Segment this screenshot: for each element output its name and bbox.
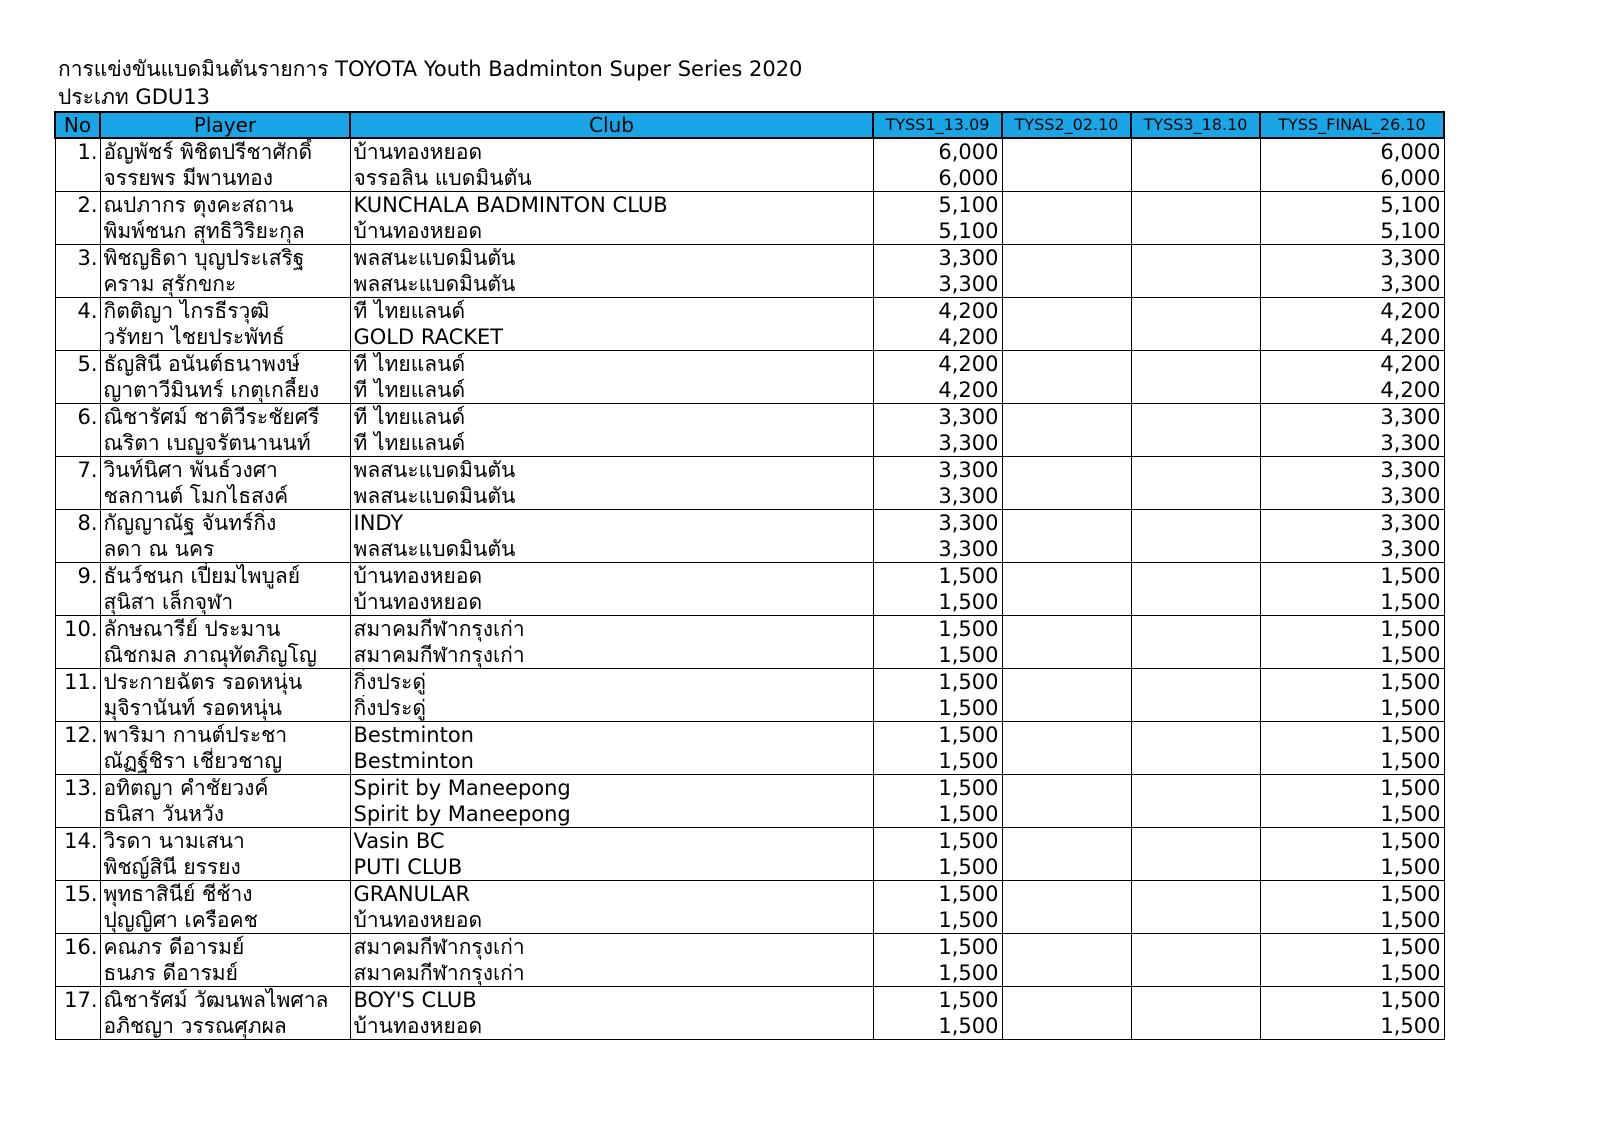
tyss3-points: [1131, 907, 1260, 934]
table-row: [55, 536, 1444, 563]
table-row: [55, 483, 1444, 510]
club-name: พลสนะแบดมินตัน: [350, 483, 873, 510]
pair-number: 13.: [55, 775, 100, 828]
table-row: [55, 748, 1444, 775]
final-points: 6,000: [1260, 165, 1444, 192]
final-points: 1,500: [1260, 616, 1444, 643]
final-points: 3,300: [1260, 536, 1444, 563]
tyss2-points: [1002, 616, 1131, 643]
tyss2-points: [1002, 483, 1131, 510]
tyss3-points: [1131, 722, 1260, 749]
club-name: บ้านทองหยอด: [350, 907, 873, 934]
tyss2-points: [1002, 510, 1131, 537]
column-header-player: Player: [100, 112, 350, 138]
tyss2-points: [1002, 404, 1131, 431]
club-name: กิ่งประดู่: [350, 669, 873, 696]
table-row: [55, 138, 1444, 165]
tyss2-points: [1002, 298, 1131, 325]
club-name: จรรอลิน แบดมินตัน: [350, 165, 873, 192]
pair-number: 1.: [55, 138, 100, 192]
player-name: วรัทยา ไชยประพัทธ์: [100, 324, 350, 351]
tyss1-points: 1,500: [873, 722, 1002, 749]
player-name: จรรยพร มีพานทอง: [100, 165, 350, 192]
player-name: วินท์นิศา พันธ์วงศา: [100, 457, 350, 484]
tyss3-points: [1131, 828, 1260, 855]
final-points: 6,000: [1260, 138, 1444, 165]
final-points: 3,300: [1260, 483, 1444, 510]
tyss1-points: 1,500: [873, 828, 1002, 855]
tyss2-points: [1002, 351, 1131, 378]
tyss1-points: 1,500: [873, 907, 1002, 934]
final-points: 3,300: [1260, 430, 1444, 457]
pair-number: 8.: [55, 510, 100, 563]
table-row: [55, 165, 1444, 192]
table-row: [55, 404, 1444, 431]
tyss1-points: 4,200: [873, 324, 1002, 351]
tyss3-points: [1131, 881, 1260, 908]
club-name: ที ไทยแลนด์: [350, 430, 873, 457]
table-row: [55, 881, 1444, 908]
table-body: [55, 138, 1444, 1040]
final-points: 3,300: [1260, 245, 1444, 272]
column-header-club: Club: [350, 112, 873, 138]
player-name: พิชญธิดา บุญประเสริฐ: [100, 245, 350, 272]
table-row: [55, 775, 1444, 802]
tyss3-points: [1131, 987, 1260, 1014]
tyss1-points: 1,500: [873, 881, 1002, 908]
tyss2-points: [1002, 775, 1131, 802]
pair-number: 11.: [55, 669, 100, 722]
pair-number: 5.: [55, 351, 100, 404]
tyss1-points: 1,500: [873, 987, 1002, 1014]
tyss3-points: [1131, 854, 1260, 881]
tyss3-points: [1131, 775, 1260, 802]
tyss1-points: 3,300: [873, 245, 1002, 272]
tyss2-points: [1002, 934, 1131, 961]
final-points: 1,500: [1260, 881, 1444, 908]
final-points: 1,500: [1260, 695, 1444, 722]
column-header-final: TYSS_FINAL_26.10: [1260, 112, 1444, 138]
tyss1-points: 1,500: [873, 669, 1002, 696]
player-name: ณริตา เบญจรัตนานนท์: [100, 430, 350, 457]
tyss1-points: 4,200: [873, 377, 1002, 404]
pair-number: 2.: [55, 192, 100, 245]
table-row: [55, 695, 1444, 722]
final-points: 1,500: [1260, 828, 1444, 855]
table-row: [55, 854, 1444, 881]
tyss1-points: 1,500: [873, 616, 1002, 643]
tyss1-points: 1,500: [873, 748, 1002, 775]
player-name: คราม สุรักขกะ: [100, 271, 350, 298]
pair-number: 15.: [55, 881, 100, 934]
player-name: กัญญาณัฐ จันทร์กิ่ง: [100, 510, 350, 537]
player-name: พิมพ์ชนก สุทธิวิริยะกุล: [100, 218, 350, 245]
club-name: BOY'S CLUB: [350, 987, 873, 1014]
tyss2-points: [1002, 801, 1131, 828]
tyss2-points: [1002, 271, 1131, 298]
club-name: พลสนะแบดมินตัน: [350, 457, 873, 484]
table-row: [55, 192, 1444, 219]
final-points: 1,500: [1260, 722, 1444, 749]
tyss2-points: [1002, 987, 1131, 1014]
player-name: อภิชญา วรรณศุภผล: [100, 1013, 350, 1040]
table-row: [55, 218, 1444, 245]
tyss1-points: 1,500: [873, 642, 1002, 669]
club-name: Vasin BC: [350, 828, 873, 855]
final-points: 4,200: [1260, 351, 1444, 378]
final-points: 3,300: [1260, 271, 1444, 298]
club-name: ที ไทยแลนด์: [350, 298, 873, 325]
tyss3-points: [1131, 218, 1260, 245]
table-row: [55, 669, 1444, 696]
club-name: พลสนะแบดมินตัน: [350, 245, 873, 272]
tyss3-points: [1131, 695, 1260, 722]
final-points: 5,100: [1260, 218, 1444, 245]
tyss2-points: [1002, 960, 1131, 987]
final-points: 1,500: [1260, 1013, 1444, 1040]
final-points: 1,500: [1260, 934, 1444, 961]
player-name: กิตติญา ไกรธีรวุฒิ: [100, 298, 350, 325]
table-row: [55, 271, 1444, 298]
tyss3-points: [1131, 510, 1260, 537]
tyss3-points: [1131, 616, 1260, 643]
player-name: ณิชารัศม์ วัฒนพลไพศาล: [100, 987, 350, 1014]
tyss1-points: 1,500: [873, 854, 1002, 881]
tyss1-points: 1,500: [873, 695, 1002, 722]
tyss1-points: 3,300: [873, 536, 1002, 563]
table-row: [55, 430, 1444, 457]
table-row: [55, 324, 1444, 351]
club-name: PUTI CLUB: [350, 854, 873, 881]
club-name: ที ไทยแลนด์: [350, 377, 873, 404]
player-name: พุทธาสินีย์ ชีช้าง: [100, 881, 350, 908]
tyss1-points: 1,500: [873, 1013, 1002, 1040]
tyss1-points: 1,500: [873, 960, 1002, 987]
tyss1-points: 6,000: [873, 138, 1002, 165]
tyss3-points: [1131, 271, 1260, 298]
final-points: 4,200: [1260, 298, 1444, 325]
tyss1-points: 5,100: [873, 192, 1002, 219]
club-name: พลสนะแบดมินตัน: [350, 536, 873, 563]
tyss1-points: 1,500: [873, 563, 1002, 590]
tyss2-points: [1002, 695, 1131, 722]
tyss3-points: [1131, 430, 1260, 457]
tyss2-points: [1002, 138, 1131, 165]
tyss2-points: [1002, 669, 1131, 696]
final-points: 1,500: [1260, 642, 1444, 669]
club-name: สมาคมกีฬากรุงเก่า: [350, 616, 873, 643]
tyss2-points: [1002, 192, 1131, 219]
tyss2-points: [1002, 722, 1131, 749]
tyss3-points: [1131, 1013, 1260, 1040]
club-name: INDY: [350, 510, 873, 537]
final-points: 1,500: [1260, 960, 1444, 987]
club-name: Spirit by Maneepong: [350, 775, 873, 802]
final-points: 3,300: [1260, 510, 1444, 537]
pair-number: 9.: [55, 563, 100, 616]
tyss2-points: [1002, 1013, 1131, 1040]
pair-number: 7.: [55, 457, 100, 510]
tyss3-points: [1131, 669, 1260, 696]
table-row: [55, 934, 1444, 961]
final-points: 1,500: [1260, 669, 1444, 696]
tyss3-points: [1131, 748, 1260, 775]
table-row: [55, 828, 1444, 855]
table-row: [55, 1013, 1444, 1040]
tyss2-points: [1002, 642, 1131, 669]
column-header-tyss3: TYSS3_18.10: [1131, 112, 1260, 138]
player-name: ญาตาวีมินทร์ เกตุเกลี้ยง: [100, 377, 350, 404]
club-name: บ้านทองหยอด: [350, 138, 873, 165]
tyss1-points: 1,500: [873, 775, 1002, 802]
final-points: 3,300: [1260, 457, 1444, 484]
club-name: บ้านทองหยอด: [350, 563, 873, 590]
table-row: [55, 351, 1444, 378]
tyss2-points: [1002, 430, 1131, 457]
club-name: Bestminton: [350, 748, 873, 775]
table-row: [55, 907, 1444, 934]
player-name: ลักษณารีย์ ประมาน: [100, 616, 350, 643]
player-name: คณภร ดีอารมย์: [100, 934, 350, 961]
tyss1-points: 3,300: [873, 271, 1002, 298]
tyss3-points: [1131, 642, 1260, 669]
tyss3-points: [1131, 960, 1260, 987]
tyss3-points: [1131, 483, 1260, 510]
table-row: [55, 563, 1444, 590]
table-row: [55, 510, 1444, 537]
pair-number: 4.: [55, 298, 100, 351]
player-name: วิรดา นามเสนา: [100, 828, 350, 855]
tyss2-points: [1002, 854, 1131, 881]
document-title: การแข่งขันแบดมินตันรายการ TOYOTA Youth Badminton Super Series 2020: [58, 57, 803, 81]
tyss2-points: [1002, 536, 1131, 563]
column-header-tyss2: TYSS2_02.10: [1002, 112, 1131, 138]
tyss1-points: 3,300: [873, 510, 1002, 537]
table-header-row: [55, 112, 1444, 138]
club-name: บ้านทองหยอด: [350, 218, 873, 245]
player-name: ปุญญิศา เครือคช: [100, 907, 350, 934]
table-row: [55, 457, 1444, 484]
player-name: สุนิสา เล็กจุฬา: [100, 589, 350, 616]
player-name: ธัญสินี อนันต์ธนาพงษ์: [100, 351, 350, 378]
tyss3-points: [1131, 298, 1260, 325]
tyss3-points: [1131, 165, 1260, 192]
pair-number: 16.: [55, 934, 100, 987]
tyss1-points: 4,200: [873, 351, 1002, 378]
table-row: [55, 245, 1444, 272]
final-points: 1,500: [1260, 748, 1444, 775]
tyss2-points: [1002, 324, 1131, 351]
tyss2-points: [1002, 828, 1131, 855]
tyss1-points: 6,000: [873, 165, 1002, 192]
tyss3-points: [1131, 934, 1260, 961]
club-name: บ้านทองหยอด: [350, 589, 873, 616]
club-name: KUNCHALA BADMINTON CLUB: [350, 192, 873, 219]
pair-number: 14.: [55, 828, 100, 881]
player-name: พิชญ์สินี ยรรยง: [100, 854, 350, 881]
final-points: 3,300: [1260, 404, 1444, 431]
club-name: GRANULAR: [350, 881, 873, 908]
club-name: Spirit by Maneepong: [350, 801, 873, 828]
column-header-no: No: [55, 112, 100, 138]
table-row: [55, 722, 1444, 749]
final-points: 1,500: [1260, 775, 1444, 802]
club-name: ที ไทยแลนด์: [350, 404, 873, 431]
club-name: กิ่งประดู่: [350, 695, 873, 722]
tyss1-points: 1,500: [873, 934, 1002, 961]
final-points: 1,500: [1260, 854, 1444, 881]
club-name: สมาคมกีฬากรุงเก่า: [350, 960, 873, 987]
category-label: ประเภท GDU13: [58, 85, 210, 109]
tyss3-points: [1131, 457, 1260, 484]
table-row: [55, 298, 1444, 325]
final-points: 1,500: [1260, 907, 1444, 934]
final-points: 1,500: [1260, 563, 1444, 590]
tyss2-points: [1002, 377, 1131, 404]
tyss1-points: 3,300: [873, 457, 1002, 484]
player-name: ณปภากร ตุงคะสถาน: [100, 192, 350, 219]
tyss2-points: [1002, 589, 1131, 616]
player-name: ชลกานต์ โมกไธสงค์: [100, 483, 350, 510]
player-name: ธันว์ชนก เปี่ยมไพบูลย์: [100, 563, 350, 590]
table-row: [55, 377, 1444, 404]
tyss1-points: 3,300: [873, 430, 1002, 457]
club-name: สมาคมกีฬากรุงเก่า: [350, 642, 873, 669]
pair-number: 10.: [55, 616, 100, 669]
table-row: [55, 801, 1444, 828]
player-name: อัญพัชร์ พิชิตปรีชาศักดิ์: [100, 138, 350, 165]
tyss3-points: [1131, 801, 1260, 828]
tyss3-points: [1131, 563, 1260, 590]
tyss3-points: [1131, 138, 1260, 165]
final-points: 4,200: [1260, 377, 1444, 404]
tyss1-points: 1,500: [873, 801, 1002, 828]
final-points: 1,500: [1260, 589, 1444, 616]
club-name: GOLD RACKET: [350, 324, 873, 351]
tyss2-points: [1002, 881, 1131, 908]
table-row: [55, 960, 1444, 987]
player-name: ประกายฉัตร รอดหนุ่น: [100, 669, 350, 696]
table-row: [55, 616, 1444, 643]
tyss1-points: 3,300: [873, 483, 1002, 510]
tyss2-points: [1002, 748, 1131, 775]
final-points: 5,100: [1260, 192, 1444, 219]
player-name: ณิชารัศม์ ชาติวีระชัยศรี: [100, 404, 350, 431]
tyss3-points: [1131, 351, 1260, 378]
player-name: ธนิสา วันหวัง: [100, 801, 350, 828]
player-name: พาริมา กานต์ประชา: [100, 722, 350, 749]
table-row: [55, 642, 1444, 669]
player-name: มุจิรานันท์ รอดหนุ่น: [100, 695, 350, 722]
club-name: ที ไทยแลนด์: [350, 351, 873, 378]
club-name: บ้านทองหยอด: [350, 1013, 873, 1040]
player-name: ณิชกมล ภาณุทัตภิญโญ: [100, 642, 350, 669]
table-row: [55, 987, 1444, 1014]
pair-number: 17.: [55, 987, 100, 1040]
tyss1-points: 3,300: [873, 404, 1002, 431]
tyss3-points: [1131, 404, 1260, 431]
final-points: 1,500: [1260, 987, 1444, 1014]
table-row: [55, 589, 1444, 616]
tyss3-points: [1131, 245, 1260, 272]
tyss3-points: [1131, 377, 1260, 404]
club-name: สมาคมกีฬากรุงเก่า: [350, 934, 873, 961]
tyss2-points: [1002, 907, 1131, 934]
tyss2-points: [1002, 563, 1131, 590]
pair-number: 12.: [55, 722, 100, 775]
final-points: 4,200: [1260, 324, 1444, 351]
tyss1-points: 1,500: [873, 589, 1002, 616]
club-name: Bestminton: [350, 722, 873, 749]
tyss1-points: 5,100: [873, 218, 1002, 245]
pair-number: 6.: [55, 404, 100, 457]
final-points: 1,500: [1260, 801, 1444, 828]
tyss3-points: [1131, 589, 1260, 616]
results-table: [54, 111, 1445, 1040]
tyss2-points: [1002, 218, 1131, 245]
player-name: ลดา ณ นคร: [100, 536, 350, 563]
tyss2-points: [1002, 457, 1131, 484]
pair-number: 3.: [55, 245, 100, 298]
player-name: ธนภร ดีอารมย์: [100, 960, 350, 987]
tyss2-points: [1002, 165, 1131, 192]
tyss2-points: [1002, 245, 1131, 272]
tyss3-points: [1131, 192, 1260, 219]
club-name: พลสนะแบดมินตัน: [350, 271, 873, 298]
tyss3-points: [1131, 536, 1260, 563]
player-name: ณัฏฐ์ชิรา เชี่ยวชาญ: [100, 748, 350, 775]
tyss1-points: 4,200: [873, 298, 1002, 325]
column-header-tyss1: TYSS1_13.09: [873, 112, 1002, 138]
tyss3-points: [1131, 324, 1260, 351]
player-name: อทิตญา คำชัยวงค์: [100, 775, 350, 802]
